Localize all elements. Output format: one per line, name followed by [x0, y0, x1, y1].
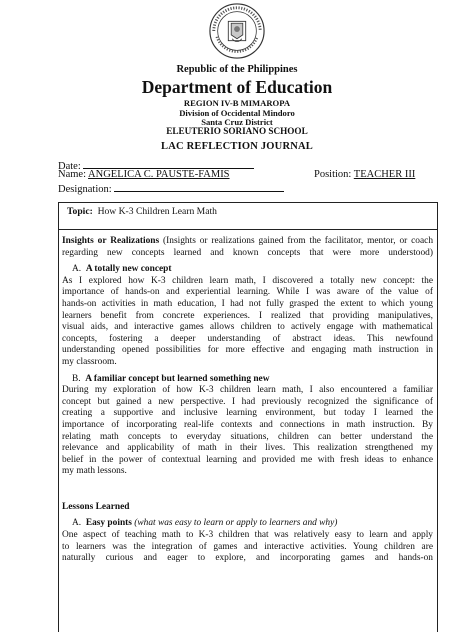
name-field: [58, 169, 230, 180]
topic-row: Topic: How K-3 Children Learn Math: [59, 203, 437, 230]
text-line: One aspect of teaching math to K-3 children that was relatively easy to learn and apply: [62, 530, 433, 541]
designation-label: Designation:: [58, 184, 112, 195]
position-field: [314, 169, 415, 180]
lessons-a-heading: [72, 518, 433, 530]
text-line: to learners was the integration of games and interactive activities. Young children are: [62, 541, 433, 552]
lessons-a-letter: A.: [72, 518, 82, 529]
text-line: concept but gained a new perspective. I had previously recognized the significance of: [62, 396, 433, 407]
position-value: TEACHER III: [353, 169, 416, 180]
text-line: my math lessons.: [62, 466, 127, 477]
district-line: Santa Cruz District: [201, 117, 273, 127]
text-line: belief in the power of contextual learning and provided me with fresh ideas to enhance: [62, 454, 433, 465]
region-line: REGION IV-B MIMAROPA: [183, 98, 291, 108]
date-blank: [83, 158, 254, 169]
insights-b-title: A familiar concept but learned something new: [85, 373, 270, 384]
insights-b-letter: B.: [72, 373, 81, 384]
lessons-a-subtitle: (what was easy to learn or apply to learners and why): [134, 518, 338, 529]
deped-seal-icon: [208, 2, 266, 60]
journal-box: [58, 202, 438, 632]
text-line: learners benefit from concrete experiences. I realized that providing manipulatives,: [62, 310, 433, 321]
insights-a-title: A totally new concept: [85, 264, 172, 275]
insights-a-letter: A.: [72, 264, 82, 275]
insights-a-heading: [72, 264, 433, 276]
text-line: hands-on activities in math education, I had not fully grasped the extent to which young: [62, 298, 433, 309]
text-line: relevance and applicability of math in their lives. This realization strengthened my: [62, 443, 433, 454]
text-line: visual aids, and interactive games allows children to actively engage with mathematical: [62, 322, 433, 333]
lessons-heading-text: Lessons Learned: [62, 501, 130, 512]
insights-description: (Insights or realizations gained from the facilitator, mentor, or coach regarding new concepts learned and known concepts that were more understood): [62, 236, 434, 258]
text-line: relating math concepts to everyday situations, children can better understand the: [62, 431, 433, 442]
text-line: During my exploration of how K-3 children learn math, I also encountered a familiar: [62, 385, 433, 396]
text-line: concepts, fostering a deeper understanding of abstract ideas. This newfound: [62, 333, 433, 344]
date-label: Date:: [58, 161, 81, 172]
text-line: creating a supportive and inclusive learning environment, but today I learned the: [62, 408, 433, 419]
text-line: my classroom.: [62, 356, 117, 367]
text-line: As I explored how K-3 children learn math, I discovered a totally new concept: the: [62, 275, 433, 286]
text-line: naturally curious and eager to explore, and incorporating games and hands-on: [62, 553, 433, 564]
lessons-heading: [62, 502, 433, 514]
insights-intro: [62, 236, 433, 259]
school-name: ELEUTERIO SORIANO SCHOOL: [166, 126, 308, 136]
lessons-a-body: [62, 530, 433, 565]
department-name: Department of Education: [141, 77, 333, 97]
name-value: ANGELICA C. PAUSTE-FAMIS: [88, 169, 230, 180]
page-title: LAC REFLECTION JOURNAL: [161, 141, 313, 152]
division-line: Division of Occidental Mindoro: [179, 108, 295, 118]
insights-b-body: [62, 385, 433, 478]
topic-label: Topic: [67, 206, 90, 217]
designation-field: [58, 181, 284, 195]
text-line: understanding opened possibilities for more effective and engaging math instruction in: [62, 345, 433, 356]
insights-b-heading: [72, 374, 433, 386]
insights-a-body: [62, 276, 433, 369]
text-line: importance of hands-on and experiential learning. While I was aware of the value of: [62, 287, 433, 298]
position-label: Position:: [314, 169, 352, 180]
designation-blank: [114, 181, 284, 192]
topic-value: How K-3 Children Learn Math: [97, 206, 217, 217]
insights-heading: Insights or Realizations: [62, 236, 160, 246]
journal-content: [59, 230, 437, 565]
lessons-a-title: Easy points: [85, 518, 132, 529]
name-label: Name:: [58, 169, 86, 180]
republic-line: Republic of the Philippines: [176, 64, 298, 75]
text-line: importance of incorporating real-life contexts and connections in math instruction. By: [62, 419, 433, 430]
